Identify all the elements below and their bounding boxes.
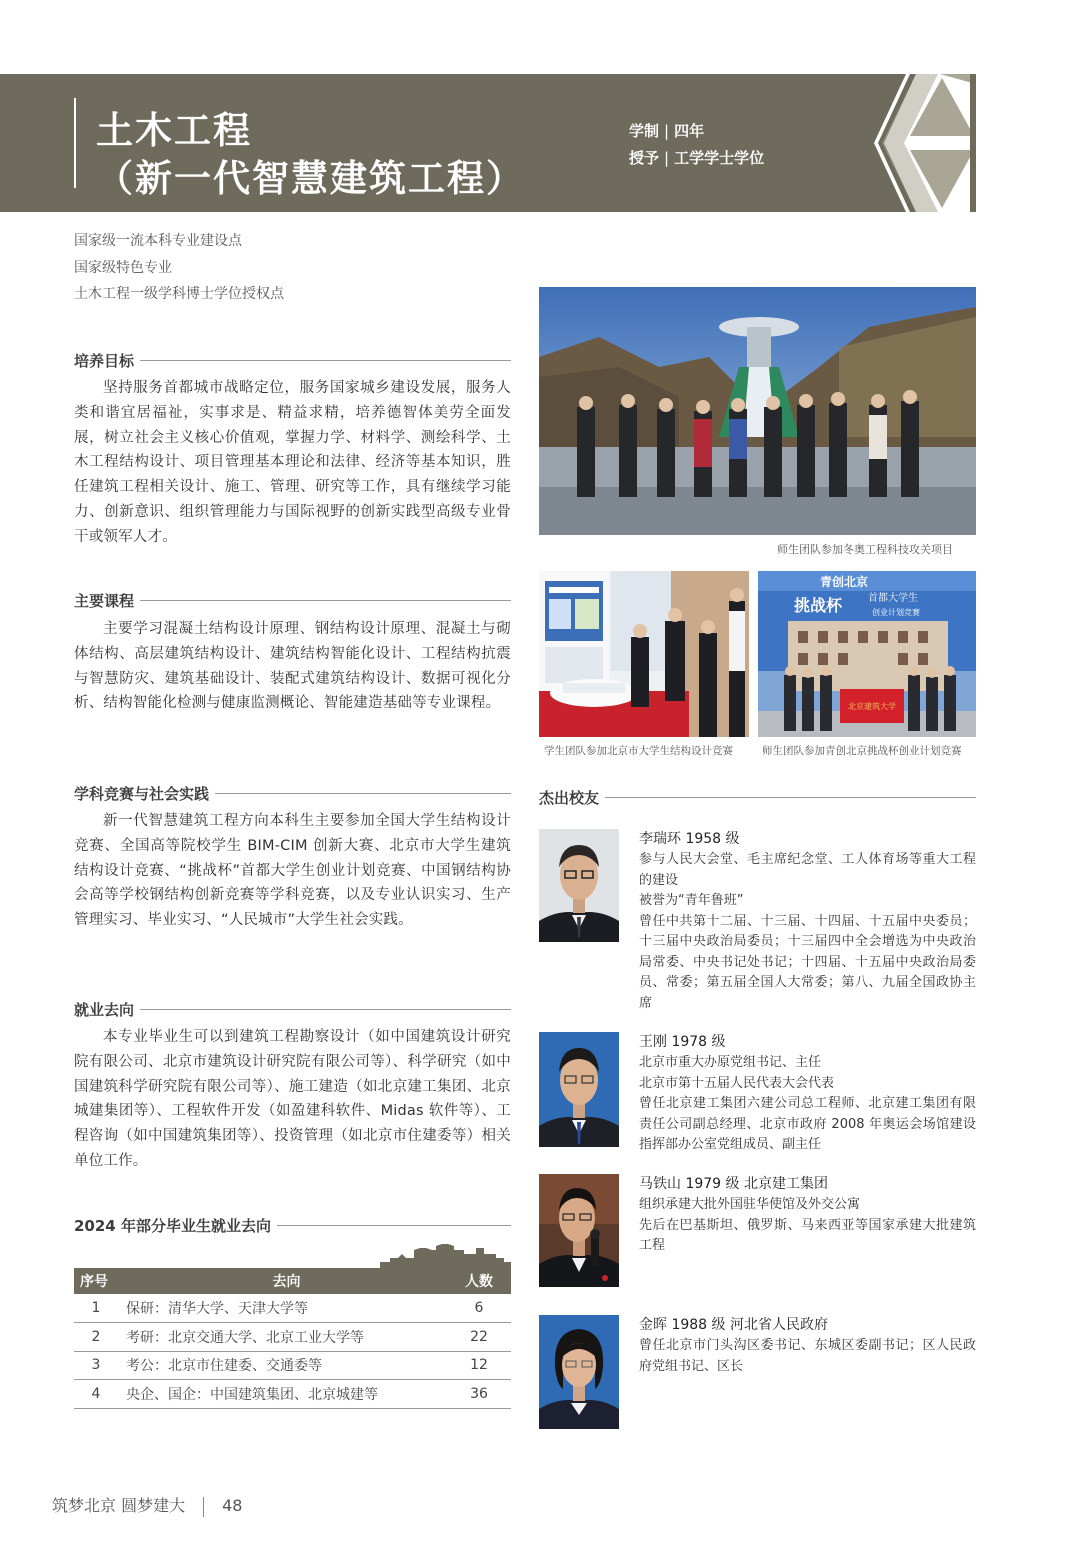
degree-value: 工学学士学位 xyxy=(674,149,765,167)
row-destination: 央企、国企：中国建筑集团、北京城建等 xyxy=(118,1380,447,1409)
city-skyline-decoration xyxy=(380,1244,511,1268)
structure-contest-photo xyxy=(539,571,749,737)
alumni-heading xyxy=(539,787,976,807)
degree-info xyxy=(629,147,764,168)
column-header: 人数 xyxy=(447,1268,511,1294)
employment-text: 本专业毕业生可以到建筑工程勘察设计（如中国建筑设计研究院有限公司、北京市建筑设计研究院有限公司等）、科学研究（如中国建筑科学研究院有限公司等）、施工建造（如北京建工集团、北京城建集团等）、工程软件开发（如盈建科软件、Midas 软件等）、工程咨询（如中国建筑集团等）、投资管理（如北京市住建委等）相关单位工作。 xyxy=(74,1029,511,1169)
table-row xyxy=(74,1323,511,1352)
alumni-info xyxy=(639,829,976,1014)
separator: | xyxy=(664,122,670,140)
alumni-info xyxy=(639,1032,976,1156)
alumni-info xyxy=(639,1174,976,1257)
row-number: 2 xyxy=(74,1323,118,1352)
chevron-diamond-decoration xyxy=(866,74,976,212)
degree-label: 授予 xyxy=(629,149,660,167)
table-row xyxy=(74,1380,511,1409)
alumni-portrait xyxy=(539,1032,619,1147)
banner-text: 青创北京 xyxy=(820,575,869,589)
footer-slogan: 筑梦北京 圆梦建大 xyxy=(52,1496,186,1515)
page-number: 48 xyxy=(222,1496,243,1515)
row-count: 22 xyxy=(447,1323,511,1352)
alumni-detail: 组织承建大批外国驻华使馆及外交公寓 xyxy=(639,1197,861,1212)
page-footer xyxy=(52,1493,242,1517)
goals-heading xyxy=(74,350,511,370)
column-header: 序号 xyxy=(74,1268,118,1294)
page-title-line1: 土木工程 xyxy=(96,109,252,152)
alumni-detail: 曾任中共第十二届、十三届、十四届、十五届中央委员；十三届中央政治局委员；十三届四中全会增选为中央政治局常委、中央书记处书记；十四届、十五届中央政治局委员、常委；第五届全国人大常委；第八、九届全国政协主席 xyxy=(639,913,976,1011)
honor-item: 国家级一流本科专业建设点 xyxy=(74,233,242,249)
alumni-detail: 北京市重大办原党组书记、主任 xyxy=(639,1055,822,1070)
competitions-heading xyxy=(74,783,511,803)
banner-text: 挑战杯 xyxy=(794,596,843,615)
right-photo-caption: 师生团队参加青创北京挑战杯创业计划竞赛 xyxy=(762,745,962,757)
ski-jump-team-photo xyxy=(539,287,976,535)
page-title-line2: （新一代智慧建筑工程） xyxy=(96,157,525,200)
goals-text: 坚持服务首都城市战略定位，服务国家城乡建设发展，服务人类和谐宜居福祉，实事求是、精益求精，培养德智体美劳全面发展，树立社会主义核心价值观，掌握力学、材料学、测绘科学、土木工程结构设计、项目管理基本理论和法律、经济等基本知识，胜任建筑工程相关设计、施工、管理、研究等工作，具有继续学习能力、创新意识、组织管理能力与国际视野的创新实践型高级专业骨干或领军人才。 xyxy=(74,380,511,545)
separator: | xyxy=(664,149,670,167)
table-row xyxy=(74,1351,511,1380)
row-number: 1 xyxy=(74,1294,118,1323)
alumni-name: 马铁山 1979 级 北京建工集团 xyxy=(639,1176,828,1192)
row-count: 6 xyxy=(447,1294,511,1323)
table-row xyxy=(74,1294,511,1323)
column-header: 去向 xyxy=(118,1268,447,1294)
alumni-detail: 被誉为“青年鲁班” xyxy=(639,893,744,908)
duration-label: 学制 xyxy=(629,122,660,140)
row-number: 4 xyxy=(74,1380,118,1409)
alumni-name: 王刚 1978 级 xyxy=(639,1034,726,1050)
section-title: 主要课程 xyxy=(74,590,140,611)
top-photo-caption: 师生团队参加冬奥工程科技攻关项目 xyxy=(777,543,953,556)
row-destination: 保研：清华大学、天津大学等 xyxy=(118,1294,447,1323)
section-title: 培养目标 xyxy=(74,350,140,371)
section-title: 杰出校友 xyxy=(539,787,605,808)
honor-item: 国家级特色专业 xyxy=(74,259,172,276)
flag-text: 北京建筑大学 xyxy=(848,702,896,711)
alumni-name: 金晖 1988 级 河北省人民政府 xyxy=(639,1317,828,1333)
alumni-name: 李瑞环 1958 级 xyxy=(639,831,740,847)
alumni-detail: 先后在巴基斯坦、俄罗斯、马来西亚等国家承建大批建筑工程 xyxy=(639,1217,976,1253)
duration-info xyxy=(629,120,704,141)
alumni-detail: 曾任北京建工集团六建公司总工程师、北京建工集团有限责任公司副总经理、北京市政府 2008 年奥运会场馆建设指挥部办公室党组成员、副主任 xyxy=(639,1096,976,1152)
footer-divider xyxy=(203,1497,204,1517)
row-count: 12 xyxy=(447,1351,511,1380)
alumni-portrait xyxy=(539,829,619,942)
alumni-portrait xyxy=(539,1174,619,1287)
row-number: 3 xyxy=(74,1351,118,1380)
banner-text: 创业计划竞赛 xyxy=(872,608,920,617)
alumni-portrait xyxy=(539,1315,619,1429)
challenge-cup-photo xyxy=(758,571,976,737)
section-title: 就业去向 xyxy=(74,999,140,1020)
section-title: 学科竞赛与社会实践 xyxy=(74,783,215,804)
header-band xyxy=(0,74,866,212)
courses-heading xyxy=(74,590,511,610)
alumni-detail: 曾任北京市门头沟区委书记、东城区委副书记；区人民政府党组书记、区长 xyxy=(639,1338,976,1374)
competitions-text: 新一代智慧建筑工程方向本科生主要参加全国大学生结构设计竞赛、全国高等院校学生 BIM-CIM 创新大赛、北京市大学生建筑结构设计竞赛、“挑战杯”首都大学生创业计划竞赛、中国钢结构协会高等学校钢结构创新竞赛等学科竞赛，以及专业认识实习、生产管理实习、毕业实习、“人民城市”大学生社会实践。 xyxy=(74,813,511,929)
employment-heading xyxy=(74,999,511,1019)
table-header-row xyxy=(74,1268,511,1294)
table-heading xyxy=(74,1215,511,1235)
section-title: 2024 年部分毕业生就业去向 xyxy=(74,1215,277,1236)
alumni-detail: 北京市第十五届人民代表大会代表 xyxy=(639,1075,835,1091)
row-count: 36 xyxy=(447,1380,511,1409)
title-bar xyxy=(74,98,76,188)
honors-list xyxy=(74,228,514,308)
alumni-info xyxy=(639,1315,976,1377)
alumni-detail: 参与人民大会堂、毛主席纪念堂、工人体育场等重大工程的建设 xyxy=(639,852,976,888)
employment-table xyxy=(74,1268,511,1409)
row-destination: 考研：北京交通大学、北京工业大学等 xyxy=(118,1323,447,1352)
row-destination: 考公：北京市住建委、交通委等 xyxy=(118,1351,447,1380)
honor-item: 土木工程一级学科博士学位授权点 xyxy=(74,286,284,302)
courses-text: 主要学习混凝土结构设计原理、钢结构设计原理、混凝土与砌体结构、高层建筑结构设计、建筑结构智能化设计、工程结构抗震与智慧防灾、建筑基础设计、装配式建筑结构设计、数据可视化分析、结构智能化检测与健康监测概论、智能建造基础等专业课程。 xyxy=(74,621,511,712)
left-photo-caption: 学生团队参加北京市大学生结构设计竞赛 xyxy=(544,745,733,757)
duration-value: 四年 xyxy=(674,122,705,140)
banner-text: 首都大学生 xyxy=(868,593,918,604)
